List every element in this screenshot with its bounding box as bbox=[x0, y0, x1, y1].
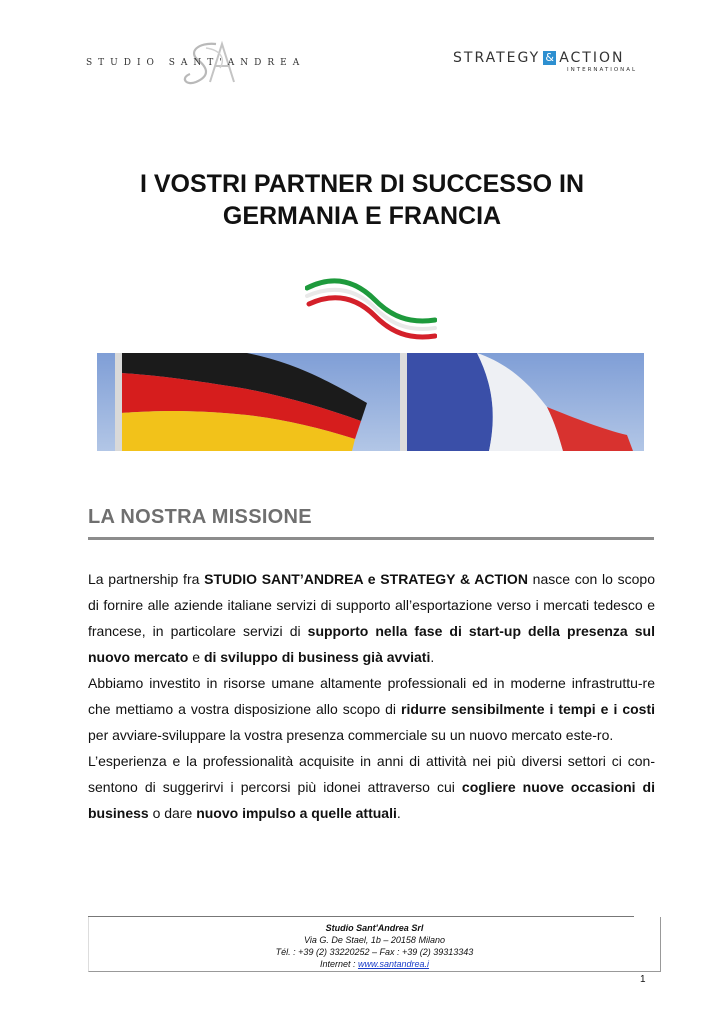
section-rule bbox=[88, 537, 654, 540]
footer-website-link[interactable]: www.santandrea.i bbox=[357, 959, 430, 969]
section-heading: LA NOSTRA MISSIONE bbox=[88, 506, 312, 528]
footer-internet: Internet : www.santandrea.i bbox=[319, 959, 430, 969]
italian-flag-wave-icon bbox=[305, 276, 437, 346]
footer bbox=[88, 922, 661, 970]
title-line-1: I VOSTRI PARTNER DI SUCCESSO IN bbox=[139, 170, 585, 198]
logo-right-strategy: STRATEGY bbox=[453, 50, 541, 66]
paragraph-2: Abbiamo investito in risorse umane altamente professionali ed in moderne infrastruttu-re che mettiamo a vostra disposizione allo scopo di ridurre sensibilmente i tempi e i costi per avviare-sviluppare la vostra presenza commerciale su un nuovo mercato este-ro. bbox=[88, 675, 655, 743]
paragraph-1: La partnership fra STUDIO SANT’ANDREA e STRATEGY & ACTION nasce con lo scopo di fornire alle aziende italiane servizi di supporto all’esportazione verso i mercati tedesco e francese, in particolare servizi di supporto nella fase di start-up della presenza sul nuovo mercato e di sviluppo di business già avviati. bbox=[88, 571, 655, 665]
footer-phone: Tél. : +39 (2) 33220252 – Fax : +39 (2) 39313343 bbox=[275, 947, 474, 957]
logo-right-sub: INTERNATIONAL bbox=[567, 67, 638, 73]
strategy-action-logo bbox=[453, 50, 653, 80]
title-line-2: GERMANIA E FRANCIA bbox=[222, 202, 502, 230]
paragraph-3: L’esperienza e la professionalità acquisite in anni di attività nei più diversi settori ci con-sentono di suggerirvi i percorsi più idonei attraverso cui cogliere nuove occasioni di business o dare nuovo impulso a quelle attuali. bbox=[88, 753, 655, 821]
ampersand-badge: & bbox=[543, 51, 556, 65]
body-text bbox=[88, 566, 655, 826]
page-title bbox=[80, 168, 644, 232]
logo-right-action: ACTION bbox=[559, 50, 625, 66]
logo-right-main bbox=[453, 50, 624, 66]
footer-address: Via G. De Stael, 1b – 20158 Milano bbox=[304, 935, 445, 945]
logo-left-text: STUDIO SANT'ANDREA bbox=[86, 58, 306, 68]
footer-company: Studio Sant'Andrea Srl bbox=[325, 923, 424, 933]
studio-santandrea-logo bbox=[86, 38, 336, 88]
germany-france-flags-photo bbox=[97, 353, 644, 451]
page-number: 1 bbox=[640, 974, 646, 985]
